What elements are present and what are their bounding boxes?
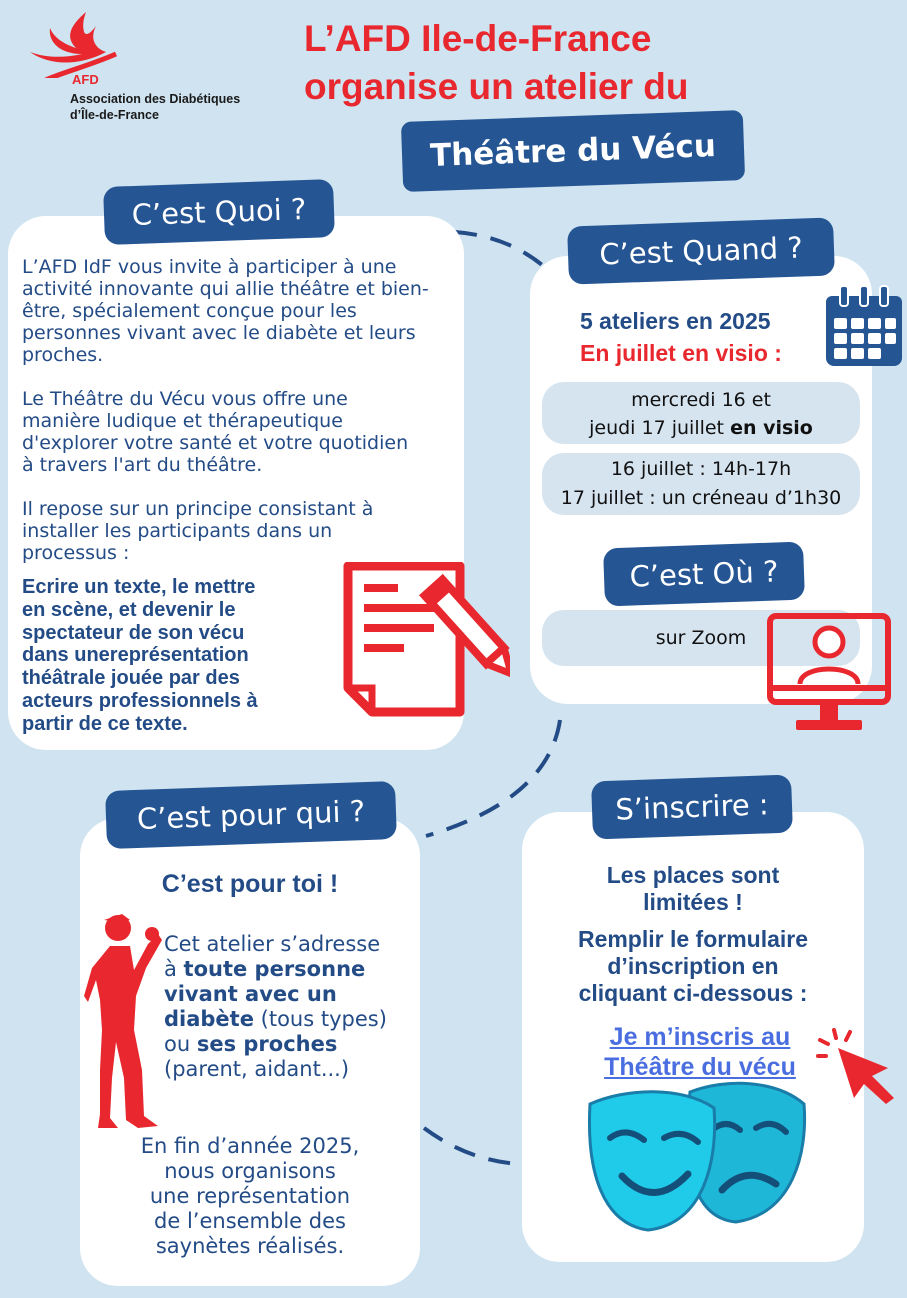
calendar-icon bbox=[822, 282, 906, 370]
dates-line2-bold: en visio bbox=[730, 417, 813, 439]
inscrire-line4: d’inscription en bbox=[607, 953, 779, 979]
quand-label: C’est Quand ? bbox=[567, 217, 835, 284]
dates-line2 bbox=[542, 414, 860, 442]
logo bbox=[24, 8, 284, 126]
inscrire-label: S’inscrire : bbox=[591, 775, 793, 840]
actor-silhouette-icon bbox=[82, 910, 166, 1136]
document-pencil-icon bbox=[342, 562, 510, 732]
ou-label: C’est Où ? bbox=[603, 542, 805, 607]
register-link-line1[interactable]: Je m’inscris au bbox=[609, 1023, 791, 1051]
inscrire-line1: Les places sont bbox=[606, 862, 780, 888]
pourqui-line4-text: (tous types) bbox=[253, 1007, 387, 1031]
logo-abbr: AFD bbox=[72, 72, 99, 87]
quoi-bold-line: dans unereprésentation bbox=[22, 644, 249, 667]
quoi-bold-text bbox=[22, 576, 362, 736]
pourqui-line2 bbox=[164, 957, 420, 982]
quoi-bold-line: Ecrire un texte, le mettre bbox=[22, 576, 256, 598]
logo-name-1: Association des Diabétiques bbox=[70, 92, 241, 106]
quoi-label: C’est Quoi ? bbox=[103, 179, 335, 245]
pourqui-line4-bold: diabète bbox=[164, 1007, 254, 1031]
pourqui-line2-bold: toute personne bbox=[183, 957, 366, 981]
theatre-badge: Théâtre du Vécu bbox=[401, 110, 745, 192]
pourqui-line1: Cet atelier s’adresse bbox=[164, 932, 381, 956]
ending-line1: En fin d’année 2025, bbox=[140, 1134, 360, 1158]
ending-line5: saynètes réalisés. bbox=[155, 1234, 345, 1258]
inscrire-text bbox=[522, 862, 864, 1007]
bird-logo-icon bbox=[24, 8, 124, 78]
quoi-paragraph-3: Il repose sur un principe consistant à installer les participants dans un processus : bbox=[22, 498, 374, 564]
dates-line1: mercredi 16 et bbox=[631, 389, 771, 411]
pourqui-line6: (parent, aidant...) bbox=[164, 1057, 350, 1081]
pourqui-label: C’est pour qui ? bbox=[105, 781, 397, 849]
dates-pill bbox=[542, 382, 860, 444]
times-line2: 17 juillet : un créneau d’1h30 bbox=[560, 487, 842, 509]
inscrire-line2: limitées ! bbox=[643, 889, 743, 915]
quoi-bold-line: acteurs professionnels à bbox=[22, 689, 258, 712]
pourqui-headline: C’est pour toi ! bbox=[161, 870, 339, 898]
register-link[interactable] bbox=[560, 1022, 840, 1082]
ending-line3: une représentation bbox=[149, 1184, 351, 1208]
times-pill bbox=[542, 453, 860, 515]
pourqui-line4 bbox=[164, 1007, 420, 1032]
quand-line2: En juillet en visio : bbox=[580, 340, 782, 366]
times-line1: 16 juillet : 14h-17h bbox=[610, 458, 792, 480]
page-title-line1: L’AFD Ile-de-France bbox=[304, 18, 652, 59]
dates-line2-text: jeudi 17 juillet bbox=[589, 417, 731, 439]
pourqui-line3 bbox=[164, 982, 420, 1007]
quoi-bold-line: en scène, et devenir le bbox=[22, 598, 236, 621]
quoi-bold-line: partir de ce texte. bbox=[22, 712, 188, 735]
inscrire-line5: cliquant ci-dessous : bbox=[578, 980, 808, 1006]
inscrire-line3: Remplir le formulaire bbox=[577, 926, 809, 952]
pourqui-line2-text: à bbox=[164, 957, 184, 981]
quoi-bold-line: théâtrale jouée par des bbox=[22, 667, 240, 690]
pourqui-line5-bold: ses proches bbox=[196, 1032, 338, 1056]
quand-line1: 5 ateliers en 2025 bbox=[580, 308, 771, 334]
quoi-paragraph-2: Le Théâtre du Vécu vous offre une manière ludique et thérapeutique d'explorer votre santé et votre quotidien à travers l'art du théâtre. bbox=[22, 388, 409, 476]
ending-line2: nous organisons bbox=[164, 1159, 336, 1183]
zoom-text: sur Zoom bbox=[655, 627, 747, 649]
pourqui-line5-text: ou bbox=[164, 1032, 197, 1056]
computer-user-icon bbox=[766, 612, 892, 736]
ending-line4: de l’ensemble des bbox=[154, 1209, 346, 1233]
pourqui-ending bbox=[80, 1134, 420, 1259]
cursor-click-icon bbox=[814, 1026, 900, 1106]
logo-name-2: d’Île-de-France bbox=[70, 108, 159, 122]
theatre-masks-icon bbox=[586, 1074, 810, 1232]
pourqui-line5 bbox=[164, 1032, 420, 1057]
pourqui-text bbox=[164, 932, 420, 1082]
pourqui-line3-bold: vivant avec un bbox=[164, 982, 337, 1006]
quoi-bold-line: spectateur de son vécu bbox=[22, 621, 245, 644]
quoi-paragraph-1: L’AFD IdF vous invite à participer à une activité innovante qui allie théâtre et bien-être, spécialement conçue pour les personnes vivant avec le diabète et leurs proches. bbox=[22, 256, 429, 366]
register-link-line2[interactable]: Théâtre du vécu bbox=[604, 1053, 796, 1081]
page-title-line2: organise un atelier du bbox=[304, 66, 689, 107]
